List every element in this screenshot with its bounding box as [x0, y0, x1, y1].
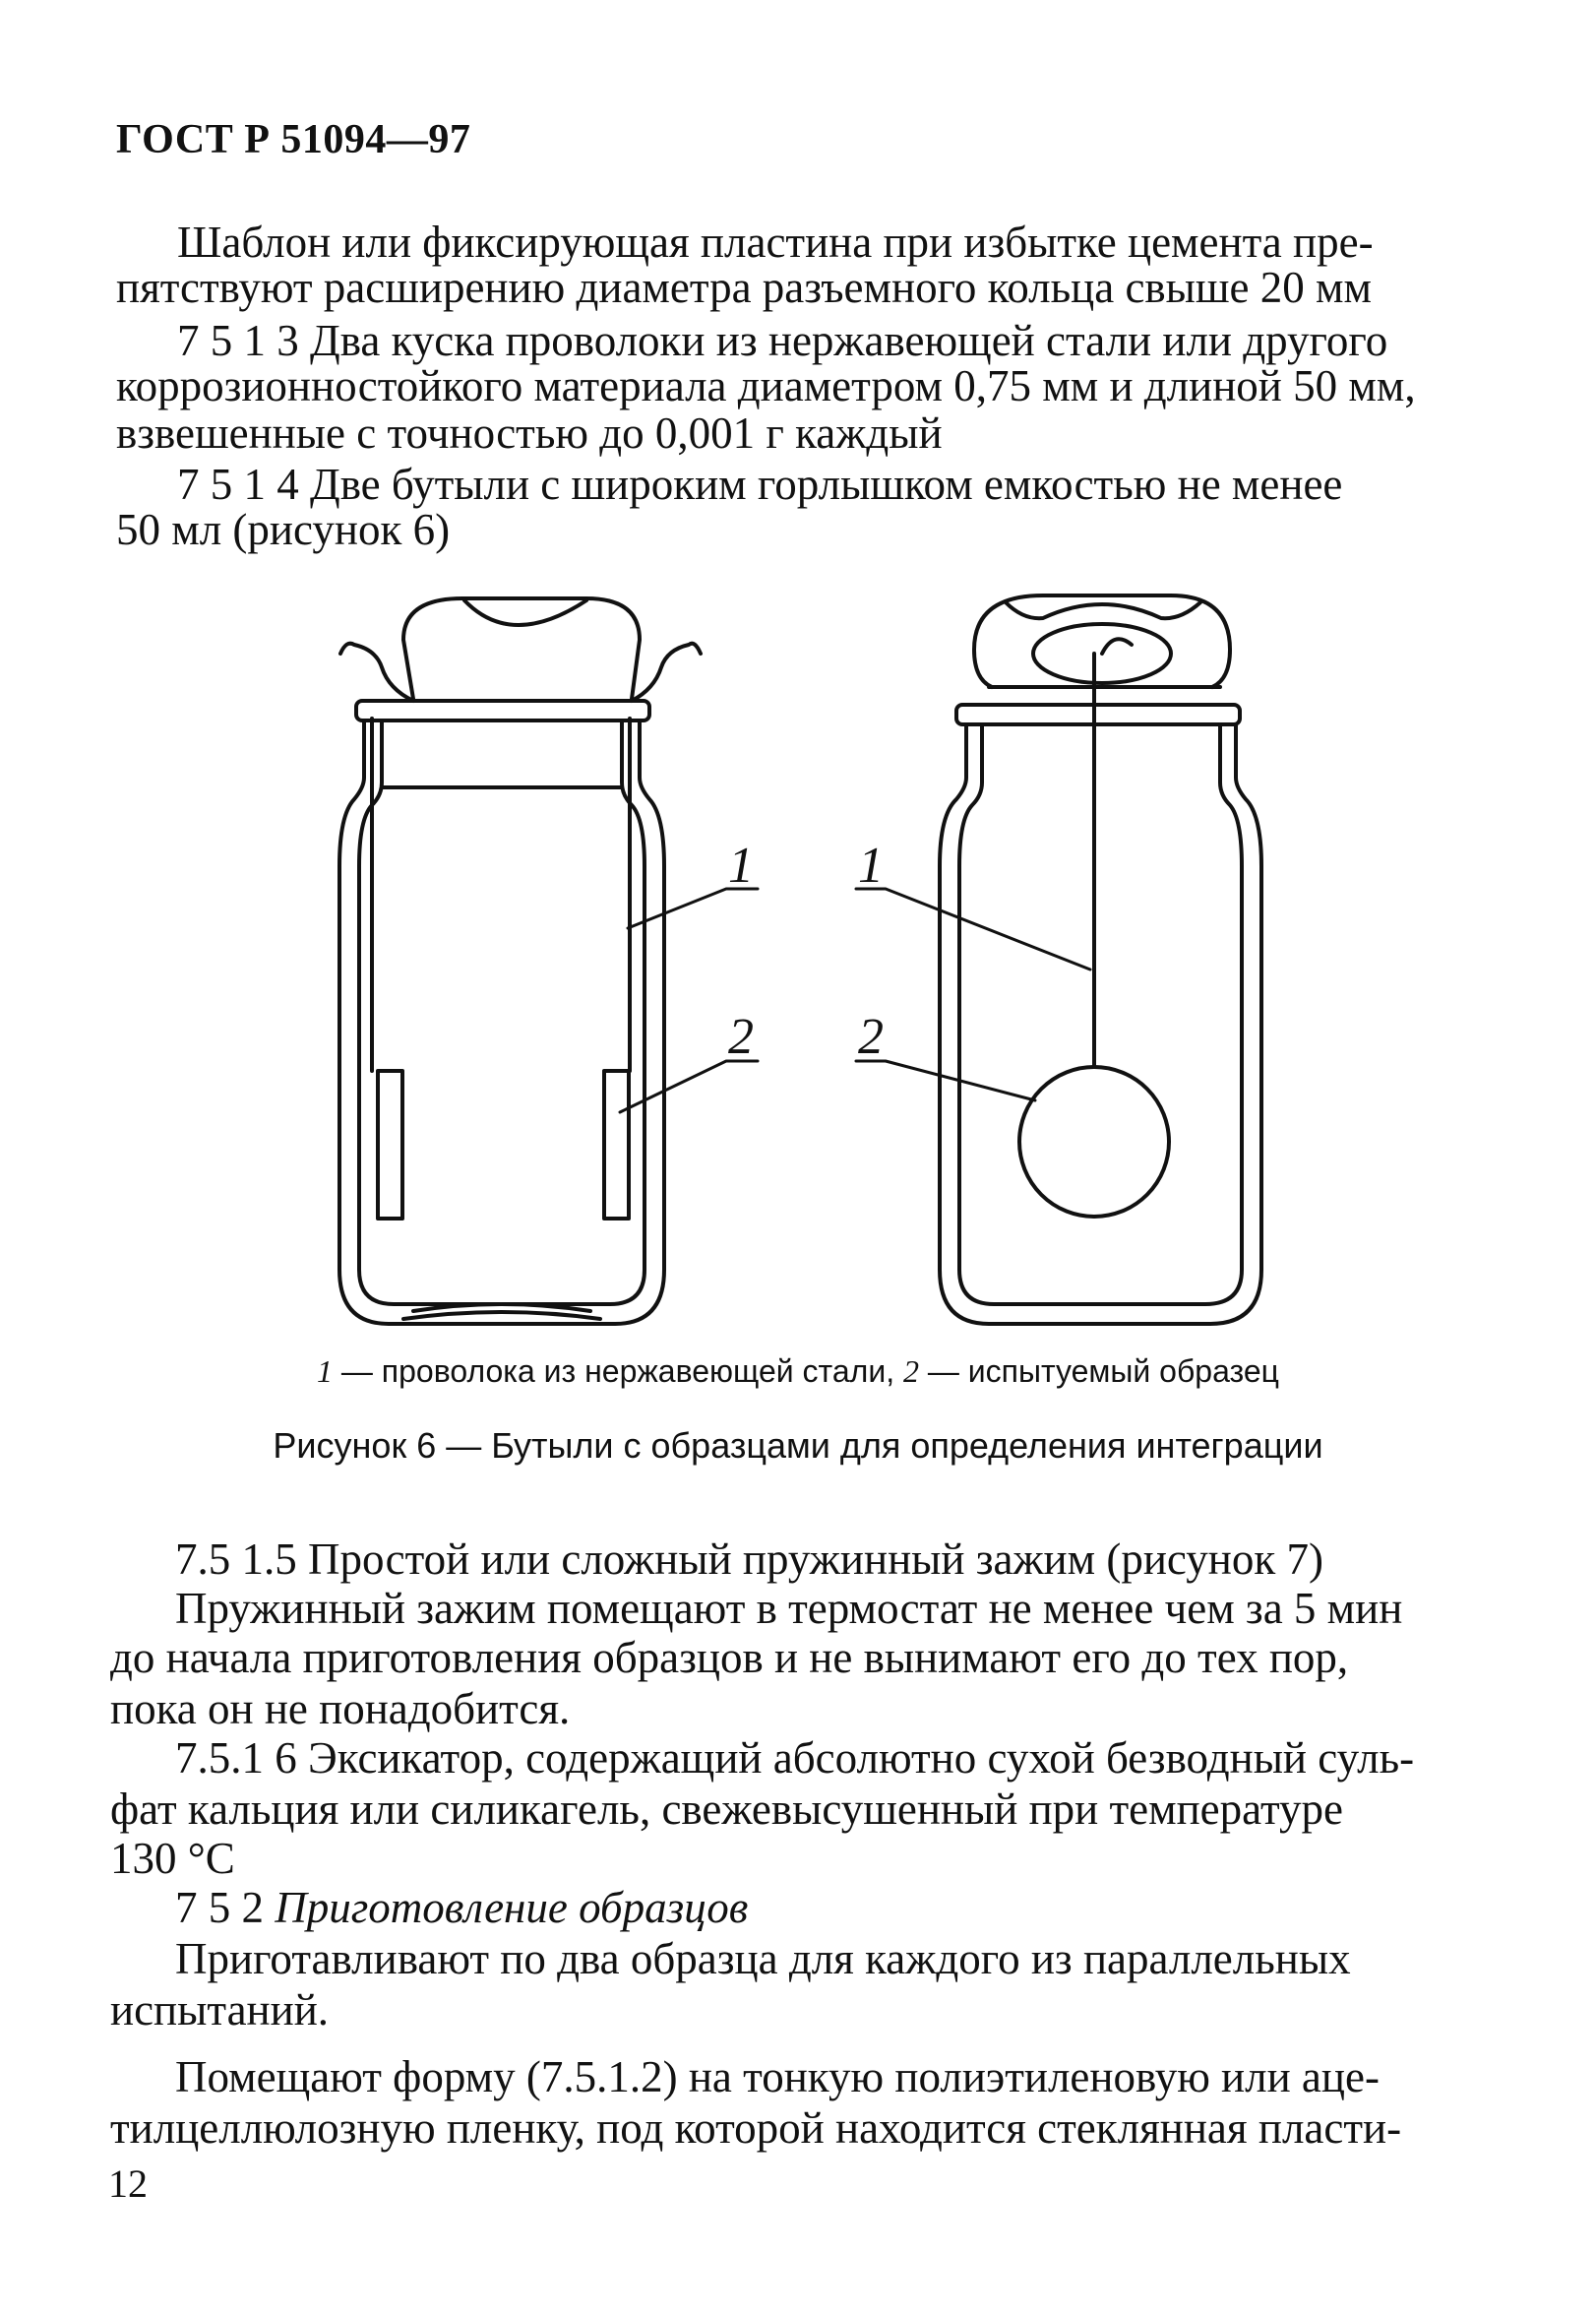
figure-caption: Рисунок 6 — Бутыли с образцами для определения интеграции — [273, 1425, 1323, 1466]
label-sample-left: 2 — [728, 1009, 754, 1065]
legend-text-1: — проволока из нержавеющей стали, — [333, 1353, 903, 1389]
left-bottle — [339, 598, 758, 1324]
document-header: ГОСТ Р 51094—97 — [116, 117, 471, 162]
label-wire-left: 1 — [728, 838, 754, 894]
text-line: 130 °С — [110, 1834, 235, 1883]
text-line: 7 5 1 4 Две бутыли с широким горлышком емкостью не менее — [177, 460, 1343, 509]
page-number: 12 — [108, 2161, 148, 2206]
text-line: тилцеллюлозную пленку, под которой находится стеклянная пласти- — [110, 2103, 1402, 2153]
text-line: Шаблон или фиксирующая пластина при избытке цемента пре- — [177, 218, 1374, 267]
section-number: 7 5 2 — [175, 1883, 276, 1932]
legend-num-1: 1 — [317, 1353, 334, 1389]
text-line: пятствуют расширению диаметра разъемного кольца свыше 20 мм — [116, 263, 1372, 312]
text-line: фат кальция или силикагель, свежевысушенный при температуре — [110, 1784, 1344, 1834]
right-bottle — [856, 595, 1261, 1324]
text-line: взвешенные с точностью до 0,001 г каждый — [116, 408, 943, 458]
text-line: 50 мл (рисунок 6) — [116, 505, 451, 554]
label-sample-right: 2 — [858, 1009, 884, 1065]
text-line: Пружинный зажим помещают в термостат не менее чем за 5 мин — [175, 1584, 1403, 1633]
label-wire-right: 1 — [858, 838, 884, 894]
section-title: Приготовление образцов — [275, 1883, 749, 1932]
text-line: испытаний. — [110, 1985, 330, 2034]
text-line: Приготавливают по два образца для каждого из параллельных — [175, 1934, 1351, 1983]
text-line: коррозионностойкого материала диаметром 0,75 мм и длиной 50 мм, — [116, 361, 1416, 410]
legend-text-2: — испытуемый образец — [918, 1353, 1279, 1389]
text-line: 7.5 1.5 Простой или сложный пружинный зажим (рисунок 7) — [175, 1534, 1323, 1584]
text-line: 7 5 1 3 Два куска проволоки из нержавеющей стали или другого — [177, 316, 1388, 365]
figure-legend — [0, 1353, 1596, 1390]
text-line: пока он не понадобится. — [110, 1684, 571, 1733]
legend-num-2: 2 — [902, 1353, 919, 1389]
text-line: до начала приготовления образцов и не вынимают его до тех пор, — [110, 1633, 1349, 1682]
text-line: 7.5.1 6 Эксикатор, содержащий абсолютно сухой безводный суль- — [175, 1733, 1415, 1783]
text-line: Помещают форму (7.5.1.2) на тонкую полиэтиленовую или аце- — [175, 2052, 1380, 2101]
section-heading — [175, 1882, 748, 1933]
